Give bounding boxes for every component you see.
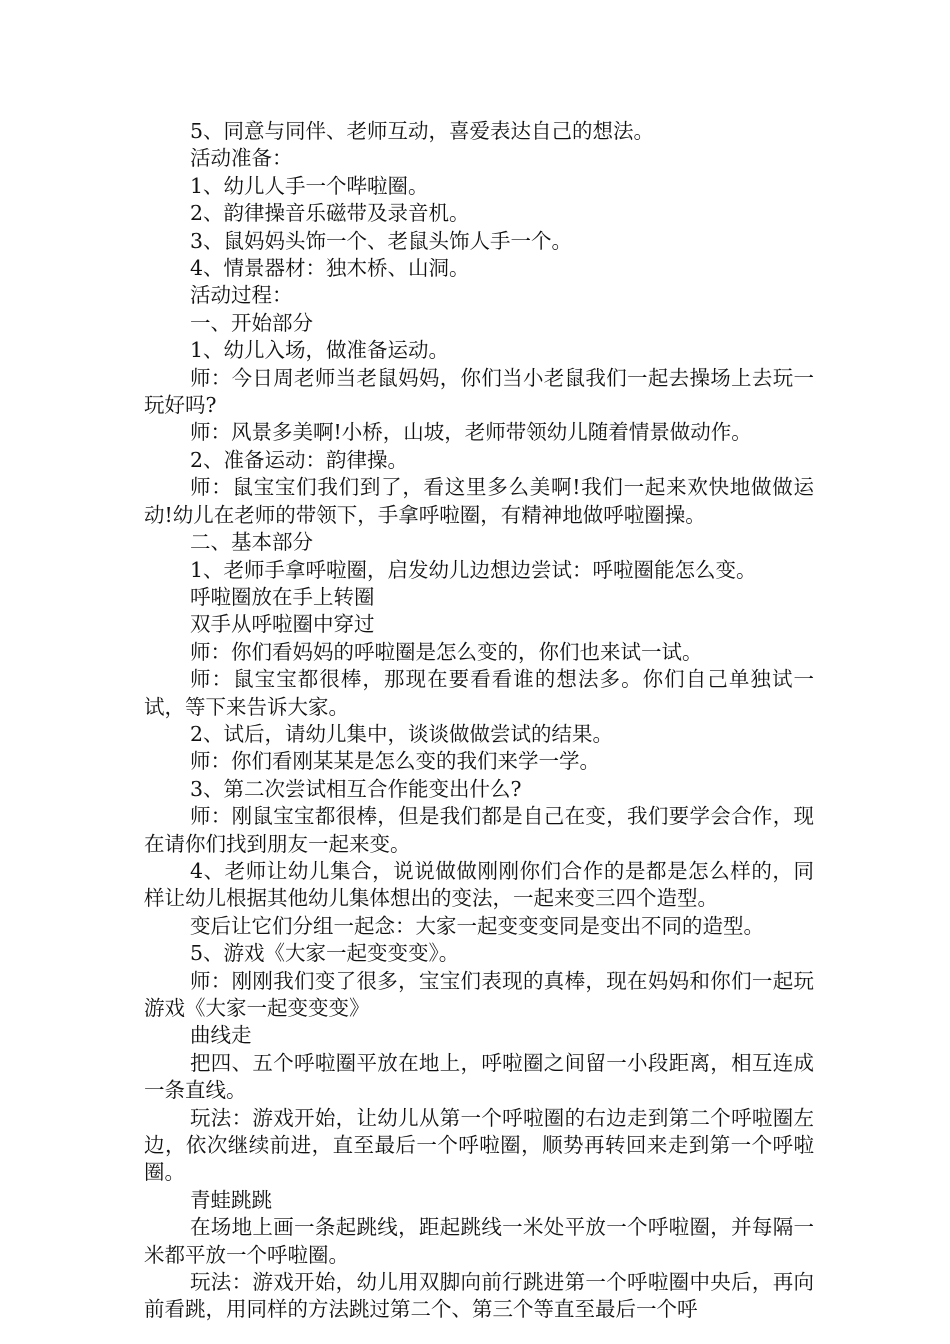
paragraph: 师：你们看妈妈的呼啦圈是怎么变的，你们也来试一试。 [190, 639, 703, 664]
section-heading: 一、开始部分 [190, 310, 313, 335]
section-heading: 曲线走 [190, 1023, 252, 1048]
paragraph: 双手从呼啦圈中穿过 [190, 612, 375, 637]
paragraph: 玩法：游戏开始，幼儿用双脚向前行跳进第一个呼啦圈中央后，再向前看跳，用同样的方法跳过第二个、第三个等直至最后一个呼 [144, 1270, 814, 1322]
paragraph: 师：鼠宝宝们我们到了，看这里多么美啊!我们一起来欢快地做做运动!幼儿在老师的带领下，手拿呼啦圈，有精神地做呼啦圈操。 [144, 475, 814, 527]
section-heading: 青蛙跳跳 [190, 1187, 272, 1212]
section-heading: 二、基本部分 [190, 530, 313, 555]
paragraph: 1、幼儿人手一个哔啦圈。 [190, 173, 429, 198]
paragraph: 1、幼儿入场，做准备运动。 [190, 338, 450, 363]
paragraph: 4、情景器材：独木桥、山洞。 [190, 256, 470, 281]
paragraph: 2、试后，请幼儿集中，谈谈做做尝试的结果。 [190, 721, 614, 746]
paragraph: 玩法：游戏开始，让幼儿从第一个呼啦圈的右边走到第二个呼啦圈左边，依次继续前进，直至最后一个呼啦圈，顺势再转回来走到第一个呼啦圈。 [144, 1105, 814, 1185]
paragraph: 师：风景多美啊!小桥，山坡，老师带领幼儿随着情景做动作。 [190, 420, 752, 445]
paragraph: 2、准备运动：韵律操。 [190, 447, 409, 472]
paragraph: 变后让它们分组一起念：大家一起变变变同是变出不同的造型。 [190, 913, 764, 938]
paragraph: 师：你们看刚某某是怎么变的我们来学一学。 [190, 749, 600, 774]
paragraph: 5、游戏《大家一起变变变》。 [190, 941, 460, 966]
section-heading: 活动准备： [190, 146, 293, 171]
paragraph: 在场地上画一条起跳线，距起跳线一米处平放一个呼啦圈，并每隔一米都平放一个呼啦圈。 [144, 1215, 814, 1267]
paragraph: 3、第二次尝试相互合作能变出什么? [190, 776, 522, 801]
paragraph: 呼啦圈放在手上转圈 [190, 584, 375, 609]
document-body [144, 118, 814, 1324]
paragraph: 1、老师手拿呼啦圈，启发幼儿边想边尝试：呼啦圈能怎么变。 [190, 557, 757, 582]
paragraph: 师：刚鼠宝宝都很棒，但是我们都是自己在变，我们要学会合作，现在请你们找到朋友一起来变。 [144, 804, 814, 856]
section-heading: 活动过程： [190, 283, 293, 308]
paragraph: 师：刚刚我们变了很多，宝宝们表现的真棒，现在妈妈和你们一起玩游戏《大家一起变变变》 [144, 968, 814, 1020]
paragraph: 2、韵律操音乐磁带及录音机。 [190, 201, 470, 226]
paragraph: 师：鼠宝宝都很棒，那现在要看看谁的想法多。你们自己单独试一试，等下来告诉大家。 [144, 667, 814, 719]
paragraph: 师：今日周老师当老鼠妈妈，你们当小老鼠我们一起去操场上去玩一玩好吗? [144, 365, 814, 418]
paragraph: 4、老师让幼儿集合，说说做做刚刚你们合作的是都是怎么样的，同样让幼儿根据其他幼儿集体想出的变法，一起来变三四个造型。 [144, 858, 814, 911]
paragraph: 5、同意与同伴、老师互动，喜爱表达自己的想法。 [190, 119, 655, 143]
paragraph: 把四、五个呼啦圈平放在地上，呼啦圈之间留一小段距离，相互连成一条直线。 [144, 1050, 814, 1103]
paragraph: 3、鼠妈妈头饰一个、老鼠头饰人手一个。 [190, 228, 573, 253]
